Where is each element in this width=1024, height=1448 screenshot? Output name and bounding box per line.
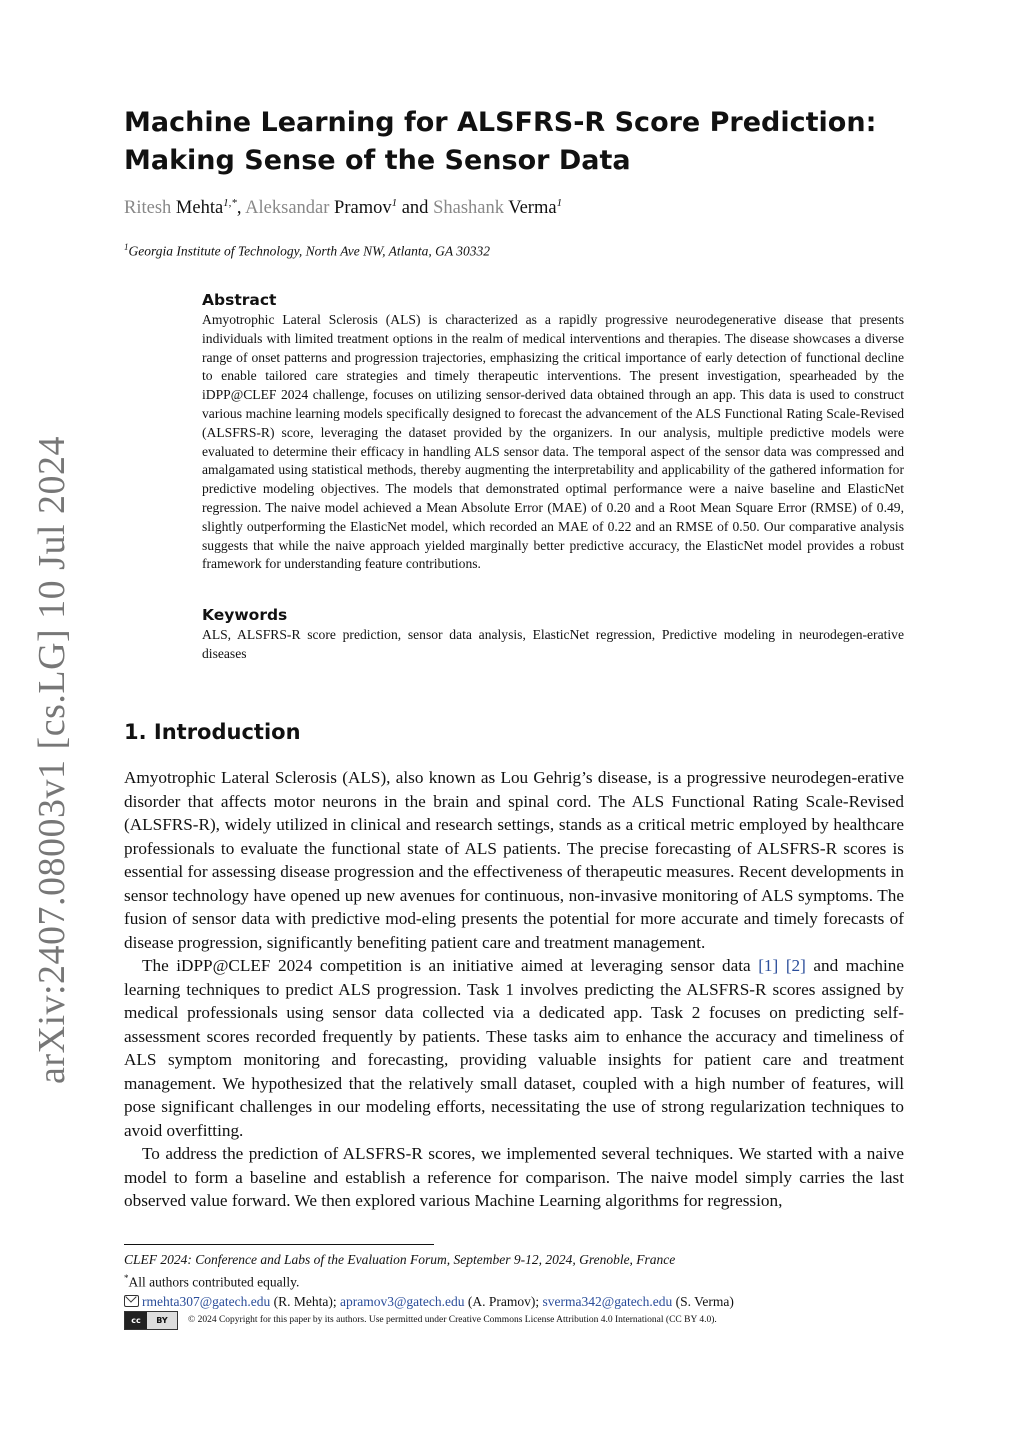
- email-link[interactable]: rmehta307@gatech.edu: [142, 1293, 271, 1309]
- author: Aleksandar Pramov$^1$ and: [245, 197, 434, 219]
- email-link[interactable]: sverma342@gatech.edu: [542, 1293, 673, 1309]
- citation-link[interactable]: [2]: [785, 956, 806, 975]
- author: Shashank Verma$^1$: [433, 197, 563, 219]
- conference-note: CLEF 2024: Conference and Labs of the Evaluation Forum, September 9-12, 2024, Grenoble, France: [124, 1252, 676, 1267]
- abstract-text: Amyotrophic Lateral Sclerosis (ALS) is characterized as a rapidly progressive neurodegenerative disease that presents individuals with limited treatment options in the realm of medical interventions and therapies. The disease showcases a diverse range of onset patterns and progression trajectories, emphasizing the critical importance of early detection of functional decline to enable tailored care strategies and timely therapeutic interventions. The present investigation, spearheaded by the iDPP@CLEF 2024 challenge, focuses on utilizing sensor-derived data obtained through an app. This data is used to construct various machine learning models specifically designed to forecast the advancement of the ALS Functional Rating Scale-Revised (ALSFRS-R) score, leveraging the dataset provided by the organizers. In our analysis, multiple predictive models were evaluated to determine their efficacy in handling ALS sensor data. The temporal aspect of the sensor data was compressed and amalgamated using statistical methods, thereby augmenting the interpretability and applicability of the gathered information for predictive modeling objectives. The models that demonstrated optimal performance were a naive baseline and ElasticNet regression. The naive model achieved a Mean Absolute Error (MAE) of 0.20 and a Root Mean Square Error (RMSE) of 0.49, slightly outperforming the ElasticNet model, which recorded an MAE of 0.22 and an RMSE of 0.50. Our comparative analysis suggests that while the naive approach yielded marginally better predictive accuracy, the ElasticNet model provides a robust framework for understanding feature contributions.: [202, 312, 904, 572]
- author-list: [124, 197, 562, 219]
- author: Ritesh Mehta$^{1,*}$,: [124, 197, 246, 219]
- cc-by-license-icon: cc BY: [124, 1311, 178, 1330]
- copyright-text: © 2024 Copyright for this paper by its authors. Use permitted under Creative Commons License Attribution 4.0 International (CC BY 4.0).: [188, 1314, 717, 1325]
- paper-title: Machine Learning for ALSFRS-R Score Prediction: Making Sense of the Sensor Data: [124, 107, 877, 176]
- keywords-section: [202, 606, 904, 664]
- introduction-heading: 1. Introduction: [124, 720, 301, 744]
- affiliation: $^1$Georgia Institute of Technology, North Ave NW, Atlanta, GA 30332: [124, 242, 491, 259]
- arxiv-identifier: [12, 435, 92, 1085]
- paragraph: Amyotrophic Lateral Sclerosis (ALS), also known as Lou Gehrig’s disease, is a progressive neurodegen-erative disorder that affects motor neurons in the brain and spinal cord. The ALS Functional Rating Scale-Revised (ALSFRS-R), widely utilized in clinical and research settings, stands as a critical metric employed by healthcare professionals to evaluate the functional state of ALS patients. The precise forecasting of ALSFRS-R scores is essential for assessing disease progression and the effectiveness of therapeutic measures. Recent developments in sensor technology have opened up new avenues for continuous, non-invasive monitoring of ALS symptoms. The fusion of sensor data with predictive mod-eling presents the potential for more accurate and timely forecasts of disease progression, significantly benefiting patient care and treatment management.: [124, 768, 904, 952]
- footnotes: [124, 1250, 914, 1330]
- abstract-section: [202, 291, 904, 574]
- email-link[interactable]: apramov3@gatech.edu: [340, 1293, 465, 1309]
- keywords-heading: Keywords: [202, 606, 288, 624]
- paragraph: To address the prediction of ALSFRS-R scores, we implemented several techniques. We started with a naive model to form a baseline and establish a reference for comparison. The naive model simply carries the last observed value forward. We then explored various Machine Learning algorithms for regression,: [124, 1144, 904, 1210]
- keywords-text: ALS, ALSFRS-R score prediction, sensor data analysis, ElasticNet regression, Predictive modeling in neurodegen-erative diseases: [202, 627, 904, 661]
- equal-contribution-note: *All authors contributed equally.: [124, 1273, 300, 1290]
- citation-link[interactable]: [1]: [758, 956, 779, 975]
- envelope-icon: [124, 1295, 139, 1307]
- email-line: rmehta307@gatech.edu (R. Mehta); apramov3@gatech.edu (A. Pramov); sverma342@gatech.edu (S. Verma): [124, 1292, 914, 1311]
- abstract-heading: Abstract: [202, 291, 277, 309]
- copyright-line: [124, 1311, 914, 1330]
- arxiv-id-text: arXiv:2407.08003v1 [cs.LG] 10 Jul 2024: [31, 435, 73, 1085]
- footnote-rule: [124, 1244, 434, 1245]
- introduction-body: [124, 766, 904, 1213]
- paragraph: The iDPP@CLEF 2024 competition is an initiative aimed at leveraging sensor data [1] [2] and machine learning techniques to predict ALS progression. Task 1 involves predicting the ALSFRS-R scores assigned by medical professionals using sensor data collected via a dedicated app. Task 2 focuses on predicting self-assessment scores recorded frequently by patients. These tasks aim to enhance the accuracy and timeliness of ALS symptom monitoring and forecasting, providing valuable insights for patient care and treatment management. We hypothesized that the relatively small dataset, coupled with a high number of features, will pose significant challenges in our modeling efforts, necessitating the use of strong regularization techniques to avoid overfitting.: [124, 956, 904, 1140]
